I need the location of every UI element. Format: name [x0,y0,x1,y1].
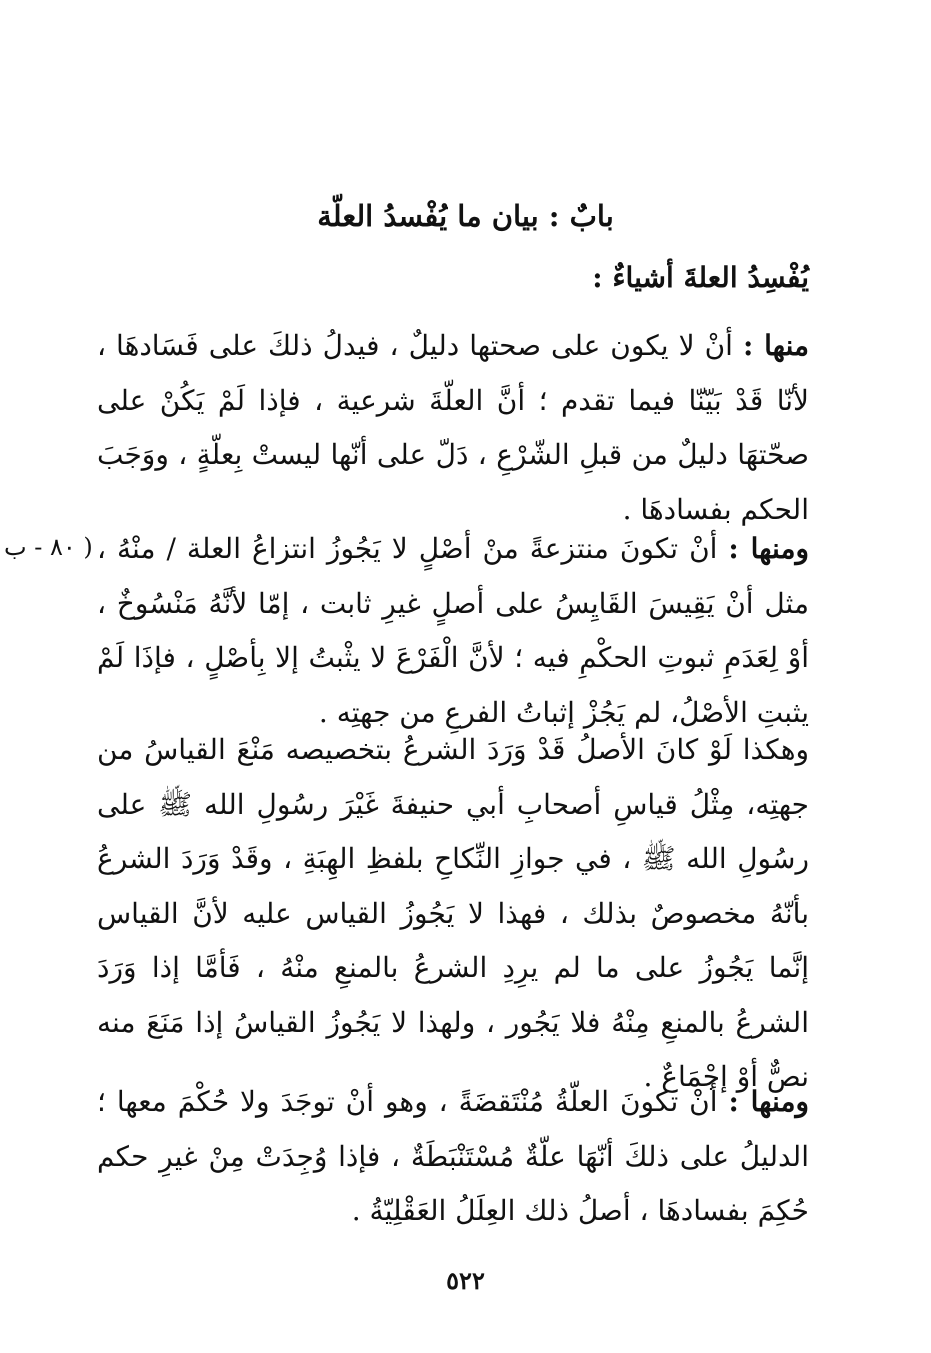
paragraph-text: أنْ لا يكون على صحتها دليلٌ ، فيدلُ ذلكَ على فَسَادهَا ، لأنّا قَدْ بَيّنّا فيما تقدم ؛ أنَّ العلّةَ شرعية ، فإذا لَمْ يَكُنْ على صحّتهَا دليلٌ من قبلِ الشّرْعِ ، دَلّ على أنّها ليستْ بِعلّةٍ ، ووَجَبَ الحكم بفسادهَا . [97,329,809,526]
paragraph-lead: ومنها : [728,532,809,565]
paragraph-lead: ومنها : [728,1085,809,1118]
paragraph-text: وهكذا لَوْ كانَ الأصلُ قَدْ وَرَدَ الشرعُ بتخصيصه مَنْعَ القياسُ من جهتِه، مِثْلُ قياسِ أصحابِ أبي حنيفةَ غَيْرَ رسُولِ الله ﷺ على رسُولِ الله ﷺ ، في جوازِ النِّكاحِ بلفظِ الهِبَةِ ، وقَدْ وَرَدَ الشرعُ بأنّهُ مخصوصٌ بذلك ، فهذا لا يَجُوزُ القياس عليه لأنَّ القياس إنَّما يَجُوزُ على ما لم يرِدِ الشرعُ بالمنعِ منْهُ ، فَأمَّا إذا وَرَدَ الشرعُ بالمنعِ مِنْهُ فلا يَجُور ، ولهذا لا يَجُوزُ القياسُ إذا مَنَعَ منه نصٌّ أوْ إجْمَاعٌ . [97,733,809,1093]
page-number: ٥٢٢ [446,1266,485,1295]
paragraph-text: أنْ تكونَ منتزعةً منْ أصْلٍ لا يَجُوزُ انتزاعُ العلة / منْهُ ، مثل أنْ يَقِيسَ القَايِسُ على أصلٍ غيرِ ثابت ، إمّا لأنَّهُ مَنْسُوخٌ ، أوْ لِعَدَمِ ثبوتِ الحكْمِ فيه ؛ لأنَّ الْفَرْعَ لا يثْبتُ إلا بِأصْلٍ ، فإذَا لَمْ يثبتِ الأصْلُ، لم يَجُزْ إثباتُ الفرعِ من جهتِه . [97,532,809,729]
paragraph-2 [97,522,809,740]
margin-note: ( ٨٠ - ب [4,533,93,561]
paragraph-1 [97,319,809,537]
paragraph-text: أنْ تكونَ العلّةُ مُنْتَقضَةً ، وهو أنْ توجَدَ ولا حُكْمَ معها ؛ الدليلُ على ذلكَ أنّهَا علّةٌ مُسْتَنْبَطَةٌ ، فإذا وُجِدَتْ مِنْ غيرِ حكم حُكِمَ بفسادهَا ، أصلُ ذلك العِلَلُ العَقْلِيّةُ . [97,1085,809,1227]
chapter-title: بابٌ : بيان ما يُفْسدُ العلّة [317,199,614,233]
intro-line: يُفْسِدُ العلةَ أشياءٌ : [592,261,809,294]
paragraph-4 [97,1075,809,1239]
paragraph-lead: منها : [742,329,810,362]
paragraph-3 [97,723,809,1105]
